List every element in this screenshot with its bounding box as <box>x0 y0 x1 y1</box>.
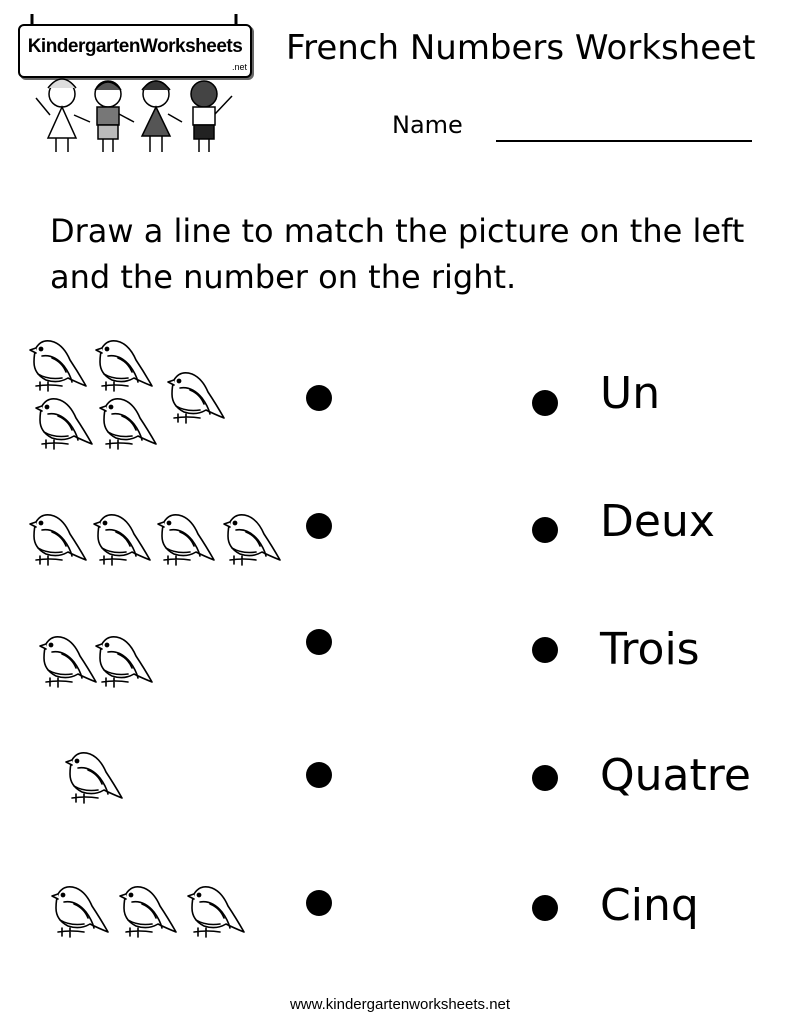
french-number-word: Un <box>600 368 661 419</box>
right-match-dot[interactable] <box>532 895 558 921</box>
kids-illustration <box>18 10 254 160</box>
left-match-dot[interactable] <box>306 890 332 916</box>
bird-picture <box>34 392 96 450</box>
bird-picture <box>28 334 90 392</box>
french-number-word: Cinq <box>600 880 699 931</box>
name-label: Name <box>392 111 463 139</box>
logo-text: KindergartenWorksheets <box>27 36 243 57</box>
bird-picture <box>94 334 156 392</box>
bird-picture <box>28 508 90 566</box>
bird-picture <box>38 630 100 688</box>
french-number-word: Quatre <box>600 750 751 801</box>
right-match-dot[interactable] <box>532 637 558 663</box>
right-match-dot[interactable] <box>532 390 558 416</box>
left-match-dot[interactable] <box>306 385 332 411</box>
left-match-dot[interactable] <box>306 513 332 539</box>
page-title: French Numbers Worksheet <box>286 28 756 68</box>
right-match-dot[interactable] <box>532 765 558 791</box>
footer-url: www.kindergartenworksheets.net <box>289 996 511 1013</box>
bird-picture <box>92 508 154 566</box>
left-match-dot[interactable] <box>306 629 332 655</box>
bird-picture <box>94 630 156 688</box>
bird-picture <box>50 880 112 938</box>
bird-picture <box>98 392 160 450</box>
bird-picture <box>166 366 228 424</box>
site-logo <box>18 10 254 160</box>
french-number-word: Deux <box>600 496 715 547</box>
bird-picture <box>64 746 126 804</box>
french-number-word: Trois <box>600 624 700 675</box>
bird-picture <box>156 508 218 566</box>
instructions: Draw a line to match the picture on the left and the number on the right. <box>50 212 745 296</box>
bird-picture <box>118 880 180 938</box>
right-match-dot[interactable] <box>532 517 558 543</box>
name-write-line[interactable] <box>496 140 752 142</box>
bird-picture <box>186 880 248 938</box>
bird-picture <box>222 508 284 566</box>
left-match-dot[interactable] <box>306 762 332 788</box>
logo-suffix: .net <box>232 62 248 72</box>
